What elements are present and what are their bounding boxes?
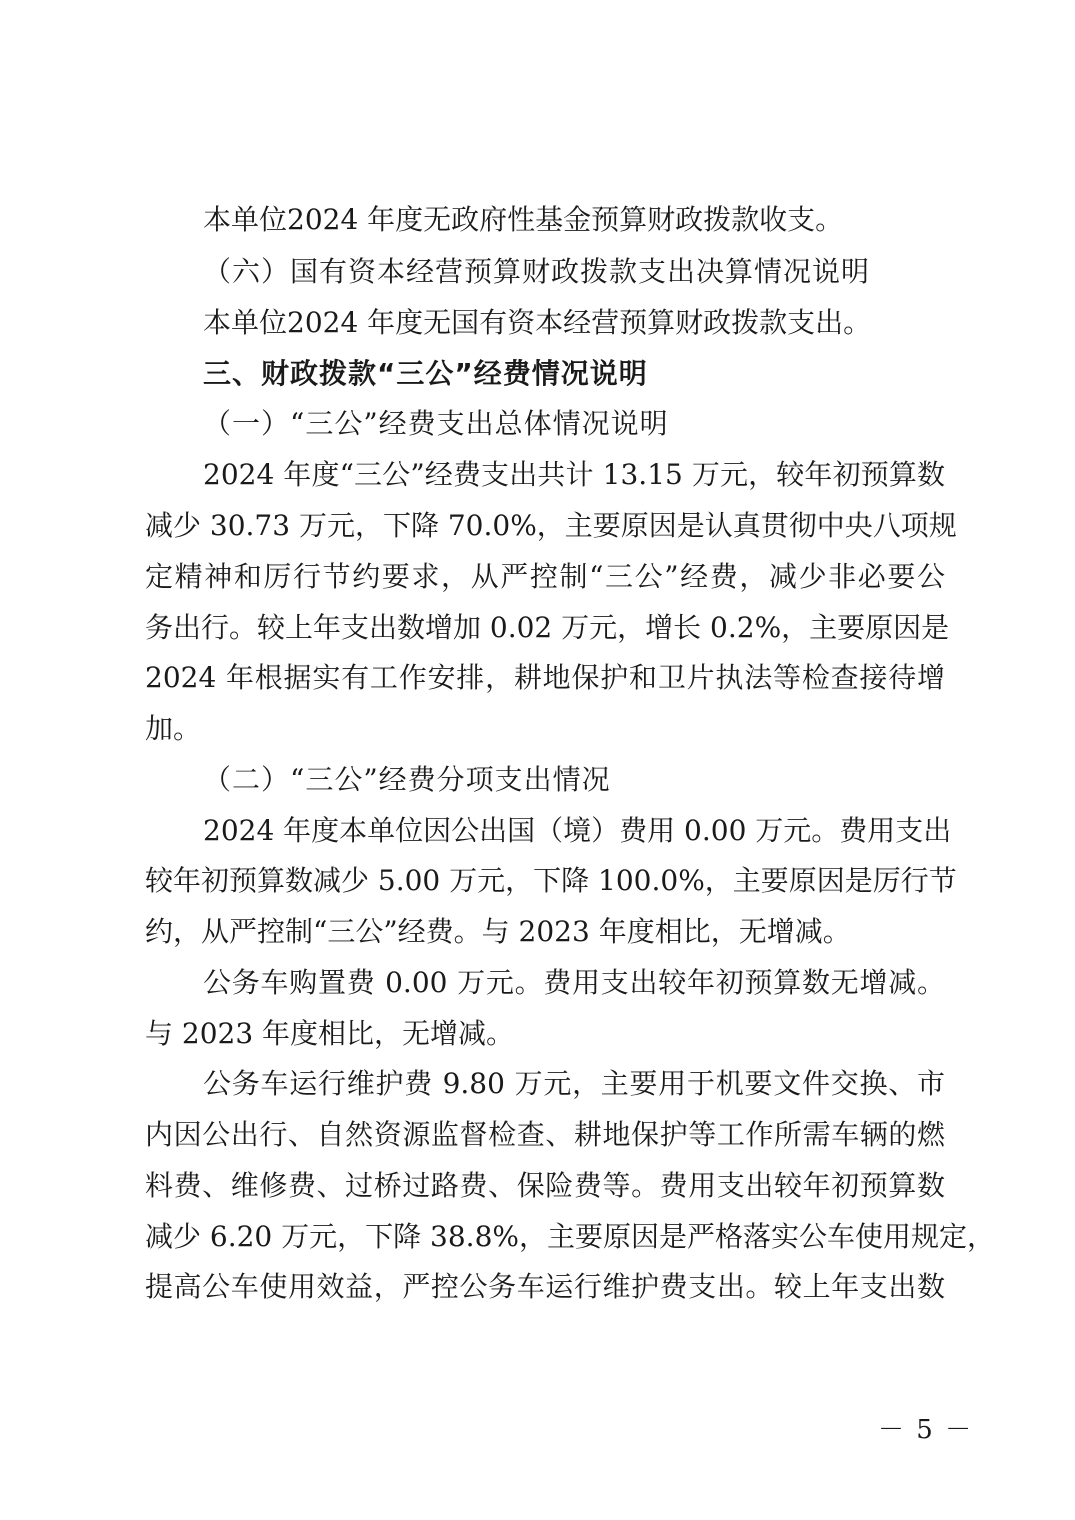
paragraph-line: 加。 — [145, 712, 202, 745]
paragraph-line: 本单位2024 年度无国有资本经营预算财政拨款支出。 — [203, 306, 872, 339]
section-heading-2: （二）“三公”经费分项支出情况 — [203, 763, 611, 796]
section-heading-6: （六）国有资本经营预算财政拨款支出决算情况说明 — [203, 255, 871, 288]
paragraph-line: 公务车购置费 0.00 万元。费用支出较年初预算数无增减。 — [203, 966, 945, 999]
paragraph-line: 较年初预算数减少 5.00 万元，下降 100.0%，主要原因是厉行节 — [145, 864, 957, 897]
paragraph-line: 约，从严控制“三公”经费。与 2023 年度相比，无增减。 — [145, 915, 851, 948]
paragraph-line: 2024 年根据实有工作安排，耕地保护和卫片执法等检查接待增 — [145, 661, 945, 694]
paragraph-line: 公务车运行维护费 9.80 万元，主要用于机要文件交换、市 — [203, 1067, 945, 1100]
paragraph-line: 减少 6.20 万元，下降 38.8%，主要原因是严格落实公车使用规定， — [145, 1220, 995, 1253]
paragraph-line: 2024 年度“三公”经费支出共计 13.15 万元，较年初预算数 — [203, 458, 945, 491]
paragraph-line: 2024 年度本单位因公出国（境）费用 0.00 万元。费用支出 — [203, 814, 952, 847]
paragraph-line: 料费、维修费、过桥过路费、保险费等。费用支出较年初预算数 — [145, 1169, 945, 1202]
paragraph-line: 本单位2024 年度无政府性基金预算财政拨款收支。 — [203, 203, 844, 236]
page-number: － 5 － — [878, 1415, 974, 1445]
paragraph-line: 提高公车使用效益，严控公务车运行维护费支出。较上年支出数 — [145, 1270, 945, 1303]
paragraph-line: 定精神和厉行节约要求，从严控制“三公”经费，减少非必要公 — [145, 560, 945, 593]
paragraph-line: 减少 30.73 万元，下降 70.0%，主要原因是认真贯彻中央八项规 — [145, 509, 957, 542]
section-heading-1: （一）“三公”经费支出总体情况说明 — [203, 407, 669, 440]
paragraph-line: 务出行。较上年支出数增加 0.02 万元，增长 0.2%，主要原因是 — [145, 611, 950, 644]
paragraph-line: 内因公出行、自然资源监督检查、耕地保护等工作所需车辆的燃 — [145, 1118, 945, 1151]
paragraph-line: 与 2023 年度相比，无增减。 — [145, 1017, 515, 1050]
chapter-heading-3: 三、财政拨款“三公”经费情况说明 — [203, 357, 648, 390]
